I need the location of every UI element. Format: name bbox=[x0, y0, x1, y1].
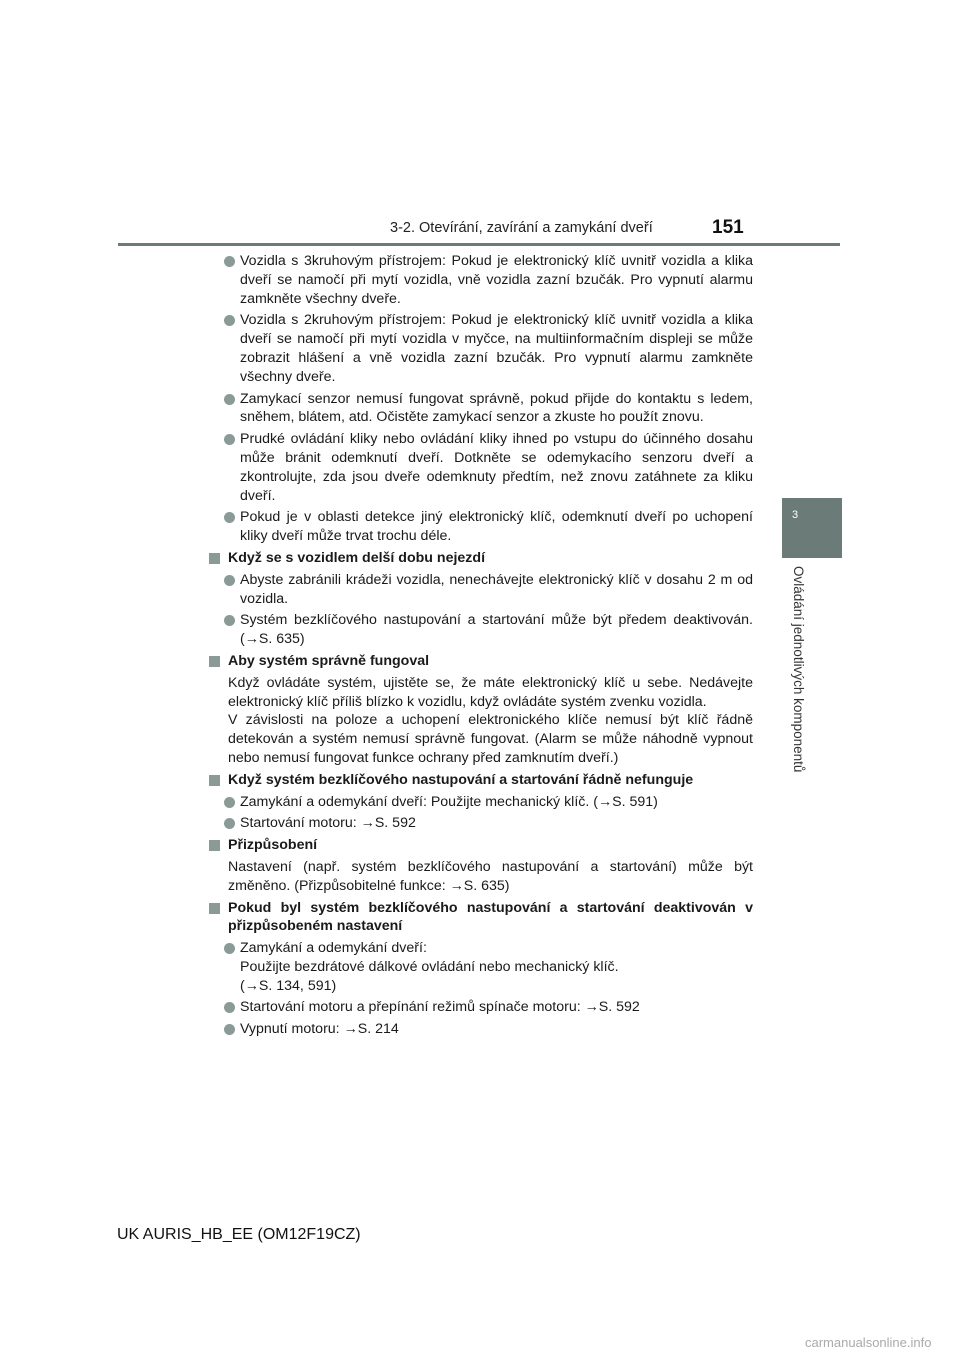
list-item: Vozidla s 2kruhovým přístrojem: Pokud je elektronický klíč uvnitř vozidla a klika dveří se namočí při mytí vozidla v myčce, na multiinformačním displeji se může zobrazit hlášení a vně vozidla zazní bzučák. Pro vypnutí alarmu zamkněte všechny dveře. bbox=[208, 311, 753, 386]
list-item: Zamykání a odemykání dveří: Použijte mechanický klíč. (→S. 591) bbox=[208, 793, 753, 812]
square-bullet-icon bbox=[209, 840, 220, 851]
section-heading: Přizpůsobení bbox=[208, 836, 753, 855]
bullet-icon bbox=[224, 394, 235, 405]
page-number: 151 bbox=[712, 217, 744, 238]
section-title: 3-2. Otevírání, zavírání a zamykání dveří bbox=[390, 220, 653, 236]
list-item: Zamykání a odemykání dveří: Použijte bezdrátové dálkové ovládání nebo mechanický klíč. (→S. 134, 591) bbox=[208, 939, 753, 995]
header-divider bbox=[118, 243, 840, 246]
list-item: Pokud je v oblasti detekce jiný elektronický klíč, odemknutí dveří po uchopení kliky dveří může trvat trochu déle. bbox=[208, 508, 753, 546]
footer-model-code: UK AURIS_HB_EE (OM12F19CZ) bbox=[117, 1226, 361, 1243]
section-heading: Když systém bezklíčového nastupování a startování řádně nefunguje bbox=[208, 771, 753, 790]
section-heading: Když se s vozidlem delší dobu nejezdí bbox=[208, 549, 753, 568]
chapter-tab bbox=[782, 498, 842, 558]
square-bullet-icon bbox=[209, 553, 220, 564]
chapter-number: 3 bbox=[792, 509, 799, 521]
list-item: Startování motoru: →S. 592 bbox=[208, 814, 753, 833]
bullet-icon bbox=[224, 256, 235, 267]
paragraph: Nastavení (např. systém bezklíčového nastupování a startování) může být změněno. (Přizpůsobitelné funkce: →S. 635) bbox=[228, 858, 753, 894]
list-item: Vypnutí motoru: →S. 214 bbox=[208, 1020, 753, 1039]
square-bullet-icon bbox=[209, 775, 220, 786]
bullet-icon bbox=[224, 575, 235, 586]
section-heading: Pokud byl systém bezklíčového nastupování a startování deaktivován v přizpůsobeném nastavení bbox=[208, 899, 753, 937]
list-item: Abyste zabránili krádeži vozidla, nenechávejte elektronický klíč v dosahu 2 m od vozidla. bbox=[208, 571, 753, 609]
list-item: Zamykací senzor nemusí fungovat správně, pokud přijde do kontaktu s ledem, sněhem, blátem, atd. Očistěte zamykací senzor a zkuste ho použít znovu. bbox=[208, 390, 753, 428]
list-item: Prudké ovládání kliky nebo ovládání kliky ihned po vstupu do účinného dosahu může bránit odemknutí dveří. Dotkněte se odemykacího senzoru dveří a zkontrolujte, zda jsou dveře odemknuty předtím, než znovu zatáhnete za kliku dveří. bbox=[208, 430, 753, 505]
list-item: Vozidla s 3kruhovým přístrojem: Pokud je elektronický klíč uvnitř vozidla a klika dveří se namočí při mytí vozidla, vně vozidla zazní bzučák. Pro vypnutí alarmu zamkněte všechny dveře. bbox=[208, 252, 753, 308]
page-content bbox=[208, 252, 753, 1042]
chapter-side-label: Ovládání jednotlivých komponentů bbox=[791, 566, 806, 773]
watermark: carmanualsonline.info bbox=[805, 1335, 932, 1350]
list-item: Startování motoru a přepínání režimů spínače motoru: →S. 592 bbox=[208, 998, 753, 1017]
list-item: Systém bezklíčového nastupování a startování může být předem deaktivován. (→S. 635) bbox=[208, 611, 753, 649]
square-bullet-icon bbox=[209, 656, 220, 667]
paragraph: Když ovládáte systém, ujistěte se, že máte elektronický klíč u sebe. Nedávejte elektronický klíč příliš blízko k vozidlu, když ovládáte systém zvenku vozidla. V závislosti na poloze a uchopení elektronického klíče nemusí být klíč řádně detekován a systém nemusí správně fungovat. (Alarm se může náhodně vypnout nebo nemusí fungovat funkce ochrany před zamknutím dveří.) bbox=[228, 674, 753, 766]
bullet-icon bbox=[224, 797, 235, 808]
square-bullet-icon bbox=[209, 903, 220, 914]
section-heading: Aby systém správně fungoval bbox=[208, 652, 753, 671]
